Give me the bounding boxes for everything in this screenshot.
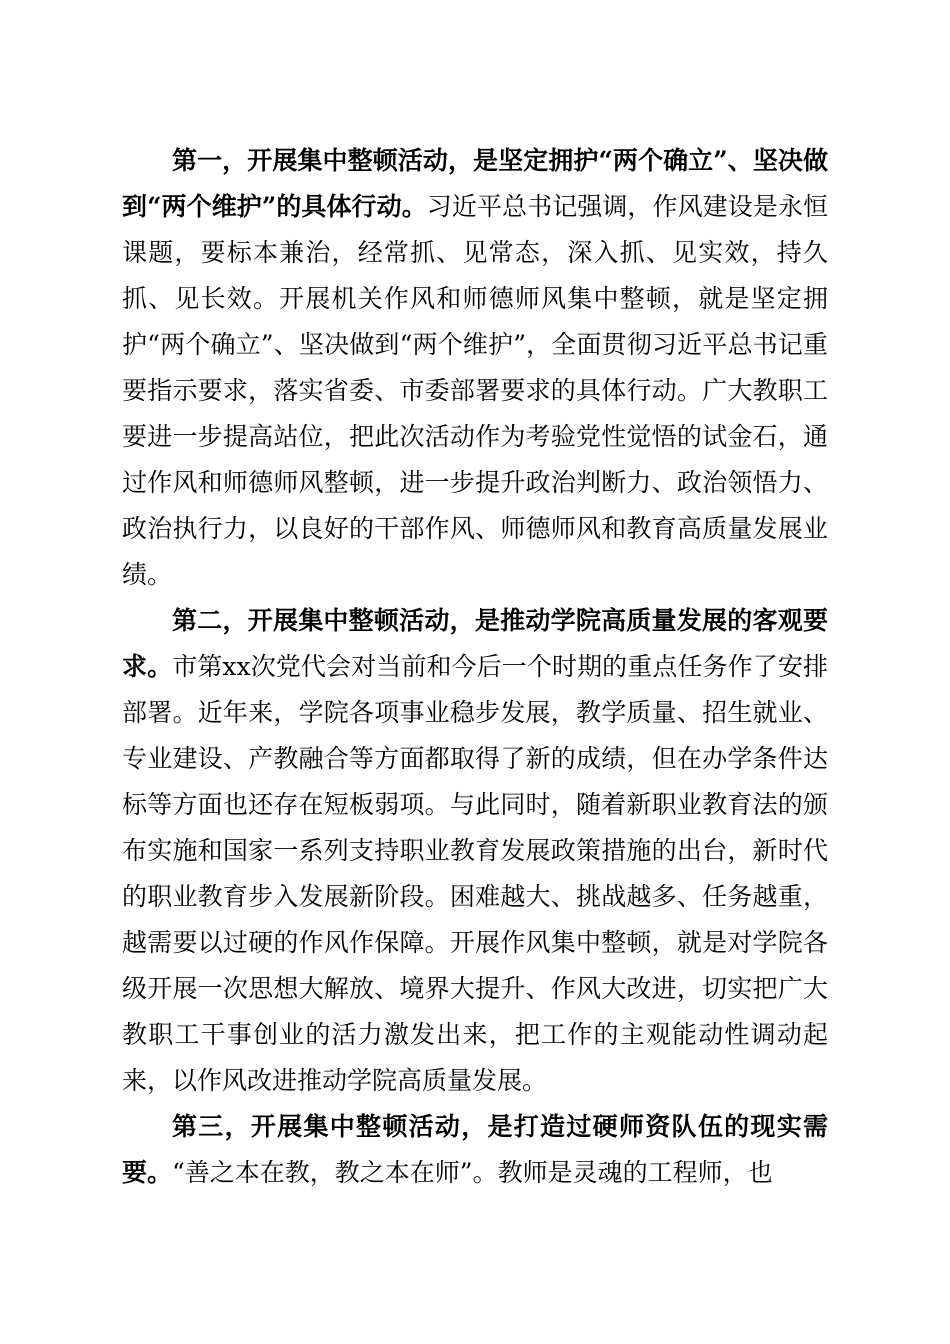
paragraph-3-body: “善之本在教，教之本在师”。教师是灵魂的工程师，也 (172, 1158, 773, 1187)
paragraph-2-body: 市第xx次党代会对当前和今后一个时期的重点任务作了安排部署。近年来，学院各项事业稳步发展，教学质量、招生就业、专业建设、产教融合等方面都取得了新的成绩，但在办学条件达标等方面也还存在短板弱项。与此同时，随着新职业教育法的颁布实施和国家一系列支持职业教育发展政策措施的出台，新时代的职业教育步入发展新阶段。困难越大、挑战越多、任务越重，越需要以过硬的作风作保障。开展作风集中整顿，就是对学院各级开展一次思想大解放、境界大提升、作风大改进，切实把广大教职工干事创业的活力激发出来，把工作的主观能动性调动起来，以作风改进推动学院高质量发展。 (122, 652, 828, 1095)
paragraph-2-lead: 第二，开展集中整顿活动，是推动学院高质量发展的客观要求。 (122, 606, 828, 681)
paragraph-1-body: 习近平总书记强调，作风建设是永恒课题，要标本兼治，经常抓、见常态，深入抓、见实效，持久抓、见长效。开展机关作风和师德师风集中整顿，就是坚定拥护“两个确立”、坚决做到“两个维护”，全面贯彻习近平总书记重要指示要求，落实省委、市委部署要求的具体行动。广大教职工要进一步提高站位，把此次活动作为考验党性觉悟的试金石，通过作风和师德师风整顿，进一步提升政治判断力、政治领悟力、政治执行力，以良好的干部作风、师德师风和教育高质量发展业绩。 (122, 192, 828, 589)
paragraph-3 (122, 1104, 828, 1196)
paragraph-3-lead: 第三，开展集中整顿活动，是打造过硬师资队伍的现实需要。 (122, 1112, 828, 1187)
paragraph-1 (122, 138, 828, 598)
paragraph-2 (122, 598, 828, 1104)
document-body (122, 138, 828, 1196)
paragraph-1-lead: 第一，开展集中整顿活动，是坚定拥护“两个确立”、坚决做到“两个维护”的具体行动。 (122, 146, 828, 221)
